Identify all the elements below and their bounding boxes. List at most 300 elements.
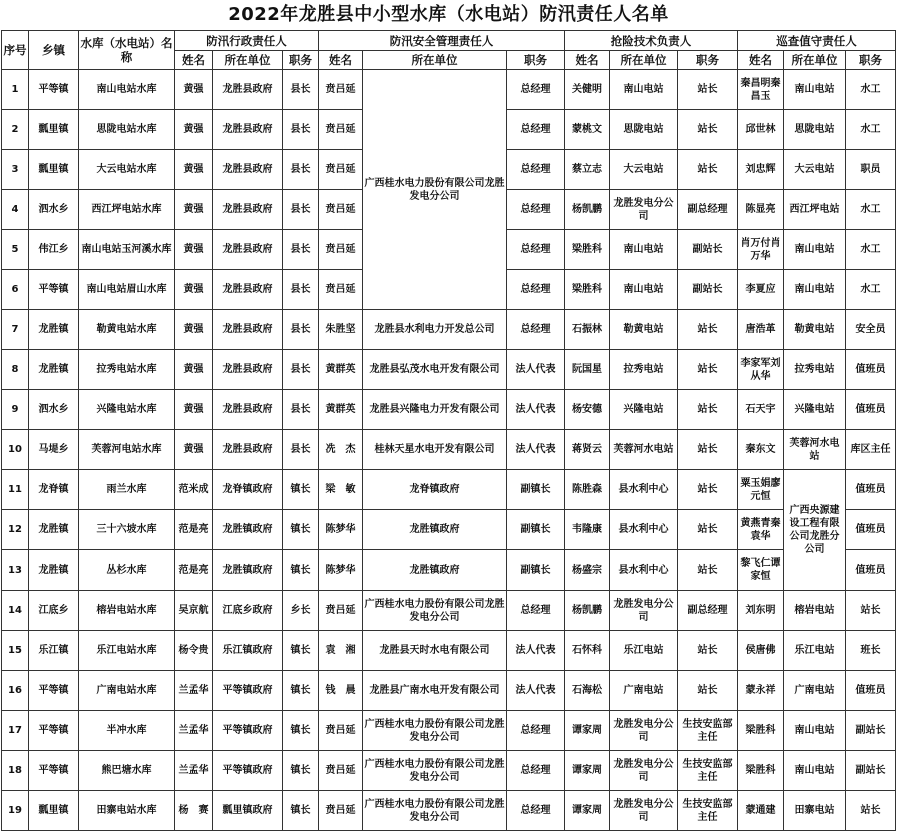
patrol-duty: 值班员 bbox=[846, 470, 896, 510]
tech-unit: 南山电站 bbox=[610, 70, 678, 110]
patrol-unit: 榕岩电站 bbox=[784, 591, 846, 631]
tech-name: 杨安德 bbox=[565, 390, 610, 430]
header-tech-group: 抢险技术负责人 bbox=[565, 31, 738, 51]
tech-duty: 副总经理 bbox=[678, 190, 738, 230]
table-row bbox=[2, 791, 896, 831]
header-safety-group: 防汛安全管理责任人 bbox=[319, 31, 565, 51]
tech-unit: 南山电站 bbox=[610, 270, 678, 310]
tech-name: 蒙桃文 bbox=[565, 110, 610, 150]
admin-unit: 龙胜县政府 bbox=[213, 350, 283, 390]
row-town: 平等镇 bbox=[29, 711, 79, 751]
tech-unit: 县水利中心 bbox=[610, 550, 678, 591]
admin-duty: 县长 bbox=[283, 190, 319, 230]
table-row bbox=[2, 631, 896, 671]
admin-duty: 乡长 bbox=[283, 591, 319, 631]
admin-duty: 镇长 bbox=[283, 671, 319, 711]
safety-unit: 广西桂水电力股份有限公司龙胜发电分公司 bbox=[363, 591, 507, 631]
row-town: 泗水乡 bbox=[29, 390, 79, 430]
patrol-unit: 南山电站 bbox=[784, 711, 846, 751]
safety-duty: 总经理 bbox=[507, 190, 565, 230]
row-number: 6 bbox=[2, 270, 29, 310]
row-town: 瓢里镇 bbox=[29, 110, 79, 150]
safety-unit: 广西桂水电力股份有限公司龙胜发电分公司 bbox=[363, 711, 507, 751]
header-patrol-unit: 所在单位 bbox=[784, 51, 846, 70]
row-reservoir: 三十六坡水库 bbox=[79, 510, 175, 550]
tech-duty: 站长 bbox=[678, 631, 738, 671]
admin-unit: 平等镇政府 bbox=[213, 671, 283, 711]
tech-unit: 大云电站 bbox=[610, 150, 678, 190]
admin-name: 兰孟华 bbox=[175, 671, 213, 711]
tech-name: 谭家周 bbox=[565, 751, 610, 791]
admin-unit: 龙胜镇政府 bbox=[213, 510, 283, 550]
safety-name: 贲吕延 bbox=[319, 711, 363, 751]
safety-duty: 总经理 bbox=[507, 310, 565, 350]
tech-duty: 站长 bbox=[678, 510, 738, 550]
row-reservoir: 广南电站水库 bbox=[79, 671, 175, 711]
table-row bbox=[2, 470, 896, 510]
header-tech-duty: 职务 bbox=[678, 51, 738, 70]
tech-duty: 站长 bbox=[678, 671, 738, 711]
tech-unit: 龙胜发电分公司 bbox=[610, 591, 678, 631]
safety-name: 贲吕延 bbox=[319, 791, 363, 831]
header-safety-unit: 所在单位 bbox=[363, 51, 507, 70]
row-number: 15 bbox=[2, 631, 29, 671]
admin-duty: 县长 bbox=[283, 110, 319, 150]
tech-unit: 思陇电站 bbox=[610, 110, 678, 150]
patrol-name: 唐浩革 bbox=[738, 310, 784, 350]
admin-unit: 龙胜县政府 bbox=[213, 430, 283, 470]
safety-unit: 龙胜镇政府 bbox=[363, 510, 507, 550]
header-tech-unit: 所在单位 bbox=[610, 51, 678, 70]
row-town: 平等镇 bbox=[29, 671, 79, 711]
patrol-unit: 乐江电站 bbox=[784, 631, 846, 671]
header-admin-duty: 职务 bbox=[283, 51, 319, 70]
tech-name: 阮国星 bbox=[565, 350, 610, 390]
row-number: 17 bbox=[2, 711, 29, 751]
row-town: 龙胜镇 bbox=[29, 550, 79, 591]
safety-name: 贲吕延 bbox=[319, 110, 363, 150]
row-town: 龙胜镇 bbox=[29, 310, 79, 350]
tech-unit: 南山电站 bbox=[610, 230, 678, 270]
patrol-duty: 水工 bbox=[846, 110, 896, 150]
safety-duty: 副镇长 bbox=[507, 550, 565, 591]
row-town: 龙脊镇 bbox=[29, 470, 79, 510]
tech-unit: 芙蓉河水电站 bbox=[610, 430, 678, 470]
row-reservoir: 大云电站水库 bbox=[79, 150, 175, 190]
admin-name: 兰孟华 bbox=[175, 711, 213, 751]
row-number: 18 bbox=[2, 751, 29, 791]
patrol-unit: 大云电站 bbox=[784, 150, 846, 190]
table-row bbox=[2, 310, 896, 350]
patrol-duty: 库区主任 bbox=[846, 430, 896, 470]
table-header bbox=[2, 31, 896, 70]
admin-name: 黄强 bbox=[175, 150, 213, 190]
header-admin-group: 防汛行政责任人 bbox=[175, 31, 319, 51]
admin-name: 黄强 bbox=[175, 70, 213, 110]
tech-duty: 站长 bbox=[678, 110, 738, 150]
tech-unit: 龙胜发电分公司 bbox=[610, 711, 678, 751]
row-reservoir: 思陇电站水库 bbox=[79, 110, 175, 150]
patrol-duty: 值班员 bbox=[846, 390, 896, 430]
admin-name: 杨 赛 bbox=[175, 791, 213, 831]
tech-name: 石怀科 bbox=[565, 631, 610, 671]
tech-name: 石振林 bbox=[565, 310, 610, 350]
tech-duty: 站长 bbox=[678, 550, 738, 591]
tech-name: 谭家周 bbox=[565, 711, 610, 751]
row-reservoir: 熊巴塘水库 bbox=[79, 751, 175, 791]
header-patrol-name: 姓名 bbox=[738, 51, 784, 70]
row-reservoir: 半冲水库 bbox=[79, 711, 175, 751]
header-safety-duty: 职务 bbox=[507, 51, 565, 70]
safety-duty: 总经理 bbox=[507, 70, 565, 110]
admin-unit: 龙胜县政府 bbox=[213, 150, 283, 190]
safety-duty: 总经理 bbox=[507, 270, 565, 310]
tech-duty: 站长 bbox=[678, 430, 738, 470]
safety-unit: 广西桂水电力股份有限公司龙胜发电分公司 bbox=[363, 751, 507, 791]
row-town: 龙胜镇 bbox=[29, 350, 79, 390]
safety-name: 贲吕延 bbox=[319, 270, 363, 310]
safety-name: 陈梦华 bbox=[319, 510, 363, 550]
admin-unit: 龙胜县政府 bbox=[213, 270, 283, 310]
row-reservoir: 雨兰水库 bbox=[79, 470, 175, 510]
admin-name: 黄强 bbox=[175, 310, 213, 350]
patrol-name: 蒙永祥 bbox=[738, 671, 784, 711]
patrol-unit: 兴隆电站 bbox=[784, 390, 846, 430]
admin-unit: 龙胜县政府 bbox=[213, 110, 283, 150]
admin-duty: 县长 bbox=[283, 150, 319, 190]
row-town: 瓢里镇 bbox=[29, 150, 79, 190]
table-row bbox=[2, 430, 896, 470]
admin-duty: 县长 bbox=[283, 430, 319, 470]
safety-name: 黄群英 bbox=[319, 350, 363, 390]
row-reservoir: 榕岩电站水库 bbox=[79, 591, 175, 631]
admin-duty: 镇长 bbox=[283, 791, 319, 831]
tech-unit: 乐江电站 bbox=[610, 631, 678, 671]
tech-duty: 副站长 bbox=[678, 230, 738, 270]
patrol-unit: 西江坪电站 bbox=[784, 190, 846, 230]
table-row bbox=[2, 510, 896, 550]
table-body bbox=[2, 70, 896, 831]
patrol-duty: 站长 bbox=[846, 791, 896, 831]
tech-unit: 龙胜发电分公司 bbox=[610, 190, 678, 230]
safety-duty: 法人代表 bbox=[507, 350, 565, 390]
admin-name: 范是亮 bbox=[175, 550, 213, 591]
row-reservoir: 田寨电站水库 bbox=[79, 791, 175, 831]
patrol-unit: 思陇电站 bbox=[784, 110, 846, 150]
patrol-name: 刘忠辉 bbox=[738, 150, 784, 190]
row-number: 9 bbox=[2, 390, 29, 430]
tech-unit: 龙胜发电分公司 bbox=[610, 751, 678, 791]
header-safety-name: 姓名 bbox=[319, 51, 363, 70]
admin-name: 范米成 bbox=[175, 470, 213, 510]
admin-name: 黄强 bbox=[175, 110, 213, 150]
row-number: 13 bbox=[2, 550, 29, 591]
admin-duty: 县长 bbox=[283, 270, 319, 310]
row-reservoir: 乐江电站水库 bbox=[79, 631, 175, 671]
admin-unit: 龙胜县政府 bbox=[213, 230, 283, 270]
patrol-duty: 值班员 bbox=[846, 350, 896, 390]
patrol-name: 黄燕青秦袁华 bbox=[738, 510, 784, 550]
admin-name: 黄强 bbox=[175, 390, 213, 430]
tech-duty: 副站长 bbox=[678, 270, 738, 310]
admin-duty: 镇长 bbox=[283, 510, 319, 550]
tech-duty: 站长 bbox=[678, 310, 738, 350]
row-town: 平等镇 bbox=[29, 751, 79, 791]
admin-name: 杨令贵 bbox=[175, 631, 213, 671]
row-reservoir: 南山电站眉山水库 bbox=[79, 270, 175, 310]
patrol-unit: 拉秀电站 bbox=[784, 350, 846, 390]
safety-duty: 法人代表 bbox=[507, 671, 565, 711]
row-reservoir: 兴隆电站水库 bbox=[79, 390, 175, 430]
safety-name: 黄群英 bbox=[319, 390, 363, 430]
admin-unit: 龙胜镇政府 bbox=[213, 550, 283, 591]
admin-unit: 龙胜县政府 bbox=[213, 390, 283, 430]
admin-unit: 平等镇政府 bbox=[213, 711, 283, 751]
header-admin-name: 姓名 bbox=[175, 51, 213, 70]
row-reservoir: 南山电站水库 bbox=[79, 70, 175, 110]
row-town: 江底乡 bbox=[29, 591, 79, 631]
responsibility-table bbox=[1, 30, 896, 831]
patrol-duty: 职员 bbox=[846, 150, 896, 190]
row-town: 伟江乡 bbox=[29, 230, 79, 270]
patrol-unit: 南山电站 bbox=[784, 751, 846, 791]
safety-duty: 法人代表 bbox=[507, 430, 565, 470]
patrol-name: 蒙通建 bbox=[738, 791, 784, 831]
tech-duty: 站长 bbox=[678, 70, 738, 110]
table-row bbox=[2, 591, 896, 631]
patrol-unit: 南山电站 bbox=[784, 270, 846, 310]
tech-name: 蒋贤云 bbox=[565, 430, 610, 470]
header-tech-name: 姓名 bbox=[565, 51, 610, 70]
patrol-name: 黎飞仁谭家恒 bbox=[738, 550, 784, 591]
tech-unit: 龙胜发电分公司 bbox=[610, 791, 678, 831]
patrol-duty: 班长 bbox=[846, 631, 896, 671]
admin-duty: 镇长 bbox=[283, 711, 319, 751]
row-number: 16 bbox=[2, 671, 29, 711]
tech-unit: 广南电站 bbox=[610, 671, 678, 711]
row-reservoir: 芙蓉河电站水库 bbox=[79, 430, 175, 470]
safety-unit: 龙脊镇政府 bbox=[363, 470, 507, 510]
patrol-name: 刘东明 bbox=[738, 591, 784, 631]
safety-name: 袁 湘 bbox=[319, 631, 363, 671]
admin-unit: 龙胜县政府 bbox=[213, 310, 283, 350]
admin-unit: 江底乡政府 bbox=[213, 591, 283, 631]
safety-name: 贲吕延 bbox=[319, 591, 363, 631]
patrol-duty: 站长 bbox=[846, 591, 896, 631]
safety-unit: 龙胜县弘茂水电开发有限公司 bbox=[363, 350, 507, 390]
patrol-name: 李家军刘从华 bbox=[738, 350, 784, 390]
tech-name: 梁胜科 bbox=[565, 270, 610, 310]
patrol-unit: 广南电站 bbox=[784, 671, 846, 711]
tech-duty: 站长 bbox=[678, 350, 738, 390]
row-number: 4 bbox=[2, 190, 29, 230]
admin-name: 黄强 bbox=[175, 270, 213, 310]
safety-unit: 广西桂水电力股份有限公司龙胜发电分公司 bbox=[363, 791, 507, 831]
tech-duty: 生技安监部主任 bbox=[678, 791, 738, 831]
patrol-unit: 芙蓉河水电站 bbox=[784, 430, 846, 470]
safety-unit: 桂林天星水电开发有限公司 bbox=[363, 430, 507, 470]
admin-unit: 乐江镇政府 bbox=[213, 631, 283, 671]
patrol-name: 秦昌明秦昌玉 bbox=[738, 70, 784, 110]
row-reservoir: 勒黄电站水库 bbox=[79, 310, 175, 350]
patrol-duty: 水工 bbox=[846, 190, 896, 230]
row-number: 1 bbox=[2, 70, 29, 110]
table-row bbox=[2, 350, 896, 390]
patrol-duty: 值班员 bbox=[846, 550, 896, 591]
table-row bbox=[2, 550, 896, 591]
patrol-name: 秦东文 bbox=[738, 430, 784, 470]
row-number: 12 bbox=[2, 510, 29, 550]
patrol-name: 陈显亮 bbox=[738, 190, 784, 230]
safety-duty: 总经理 bbox=[507, 591, 565, 631]
safety-name: 贲吕延 bbox=[319, 751, 363, 791]
row-town: 马堤乡 bbox=[29, 430, 79, 470]
tech-name: 韦隆康 bbox=[565, 510, 610, 550]
admin-duty: 县长 bbox=[283, 390, 319, 430]
tech-name: 杨凯鹏 bbox=[565, 190, 610, 230]
safety-name: 钱 晨 bbox=[319, 671, 363, 711]
safety-name: 贲吕延 bbox=[319, 150, 363, 190]
patrol-duty: 水工 bbox=[846, 70, 896, 110]
row-number: 2 bbox=[2, 110, 29, 150]
header-seq: 序号 bbox=[2, 31, 29, 70]
safety-name: 冼 杰 bbox=[319, 430, 363, 470]
table-row bbox=[2, 70, 896, 110]
safety-unit: 龙胜县兴隆电力开发有限公司 bbox=[363, 390, 507, 430]
row-number: 8 bbox=[2, 350, 29, 390]
patrol-unit: 勒黄电站 bbox=[784, 310, 846, 350]
patrol-name: 邱世林 bbox=[738, 110, 784, 150]
admin-name: 兰孟华 bbox=[175, 751, 213, 791]
patrol-name: 粟玉娟廖元恒 bbox=[738, 470, 784, 510]
row-number: 11 bbox=[2, 470, 29, 510]
tech-name: 杨盛宗 bbox=[565, 550, 610, 591]
row-number: 5 bbox=[2, 230, 29, 270]
row-town: 平等镇 bbox=[29, 270, 79, 310]
patrol-duty: 水工 bbox=[846, 230, 896, 270]
admin-unit: 龙脊镇政府 bbox=[213, 470, 283, 510]
row-reservoir: 拉秀电站水库 bbox=[79, 350, 175, 390]
safety-duty: 总经理 bbox=[507, 150, 565, 190]
safety-duty: 总经理 bbox=[507, 791, 565, 831]
tech-duty: 生技安监部主任 bbox=[678, 711, 738, 751]
admin-unit: 龙胜县政府 bbox=[213, 190, 283, 230]
patrol-duty: 副站长 bbox=[846, 711, 896, 751]
patrol-name: 肖万付肖万华 bbox=[738, 230, 784, 270]
safety-unit: 龙胜县水利电力开发总公司 bbox=[363, 310, 507, 350]
safety-unit-merged: 广西桂水电力股份有限公司龙胜发电分公司 bbox=[363, 70, 507, 310]
admin-duty: 镇长 bbox=[283, 550, 319, 591]
safety-name: 贲吕延 bbox=[319, 70, 363, 110]
tech-name: 石海松 bbox=[565, 671, 610, 711]
patrol-unit: 田寨电站 bbox=[784, 791, 846, 831]
row-reservoir: 南山电站玉河溪水库 bbox=[79, 230, 175, 270]
tech-name: 蔡立志 bbox=[565, 150, 610, 190]
row-town: 平等镇 bbox=[29, 70, 79, 110]
tech-name: 关健明 bbox=[565, 70, 610, 110]
tech-unit: 拉秀电站 bbox=[610, 350, 678, 390]
table-row bbox=[2, 671, 896, 711]
admin-duty: 镇长 bbox=[283, 631, 319, 671]
safety-duty: 法人代表 bbox=[507, 390, 565, 430]
admin-duty: 镇长 bbox=[283, 470, 319, 510]
row-town: 乐江镇 bbox=[29, 631, 79, 671]
admin-name: 黄强 bbox=[175, 190, 213, 230]
patrol-name: 梁胜科 bbox=[738, 751, 784, 791]
admin-name: 黄强 bbox=[175, 230, 213, 270]
admin-duty: 镇长 bbox=[283, 751, 319, 791]
header-patrol-group: 巡查值守责任人 bbox=[738, 31, 896, 51]
header-reservoir: 水库（水电站）名称 bbox=[79, 31, 175, 70]
tech-duty: 副总经理 bbox=[678, 591, 738, 631]
tech-name: 谭家周 bbox=[565, 791, 610, 831]
tech-name: 梁胜科 bbox=[565, 230, 610, 270]
table-row bbox=[2, 751, 896, 791]
tech-duty: 站长 bbox=[678, 470, 738, 510]
row-town: 泗水乡 bbox=[29, 190, 79, 230]
safety-unit: 龙胜县广南水电开发有限公司 bbox=[363, 671, 507, 711]
patrol-name: 侯唐佛 bbox=[738, 631, 784, 671]
admin-duty: 县长 bbox=[283, 350, 319, 390]
patrol-duty: 值班员 bbox=[846, 671, 896, 711]
row-town: 瓢里镇 bbox=[29, 791, 79, 831]
page-title: 2022年龙胜县中小型水库（水电站）防汛责任人名单 bbox=[228, 4, 669, 25]
admin-duty: 县长 bbox=[283, 310, 319, 350]
safety-name: 贲吕延 bbox=[319, 190, 363, 230]
safety-name: 陈梦华 bbox=[319, 550, 363, 591]
patrol-name: 梁胜科 bbox=[738, 711, 784, 751]
tech-unit: 勒黄电站 bbox=[610, 310, 678, 350]
tech-unit: 兴隆电站 bbox=[610, 390, 678, 430]
safety-duty: 总经理 bbox=[507, 230, 565, 270]
safety-duty: 法人代表 bbox=[507, 631, 565, 671]
row-reservoir: 丛杉水库 bbox=[79, 550, 175, 591]
admin-duty: 县长 bbox=[283, 70, 319, 110]
header-admin-unit: 所在单位 bbox=[213, 51, 283, 70]
tech-unit: 县水利中心 bbox=[610, 510, 678, 550]
patrol-unit-merged: 广西央源建设工程有限公司龙胜分公司 bbox=[784, 470, 846, 591]
safety-duty: 总经理 bbox=[507, 110, 565, 150]
patrol-duty: 副站长 bbox=[846, 751, 896, 791]
admin-name: 吴京航 bbox=[175, 591, 213, 631]
admin-name: 黄强 bbox=[175, 350, 213, 390]
safety-name: 朱胜坚 bbox=[319, 310, 363, 350]
header-patrol-duty: 职务 bbox=[846, 51, 896, 70]
tech-name: 陈胜森 bbox=[565, 470, 610, 510]
header-town: 乡镇 bbox=[29, 31, 79, 70]
admin-unit: 瓢里镇政府 bbox=[213, 791, 283, 831]
admin-name: 范是亮 bbox=[175, 510, 213, 550]
patrol-duty: 值班员 bbox=[846, 510, 896, 550]
patrol-duty: 安全员 bbox=[846, 310, 896, 350]
row-town: 龙胜镇 bbox=[29, 510, 79, 550]
admin-unit: 平等镇政府 bbox=[213, 751, 283, 791]
safety-unit: 龙胜镇政府 bbox=[363, 550, 507, 591]
patrol-unit: 南山电站 bbox=[784, 230, 846, 270]
row-number: 14 bbox=[2, 591, 29, 631]
row-number: 3 bbox=[2, 150, 29, 190]
safety-unit: 龙胜县天时水电有限公司 bbox=[363, 631, 507, 671]
row-reservoir: 西江坪电站水库 bbox=[79, 190, 175, 230]
admin-name: 黄强 bbox=[175, 430, 213, 470]
safety-name: 梁 敏 bbox=[319, 470, 363, 510]
safety-duty: 总经理 bbox=[507, 711, 565, 751]
admin-unit: 龙胜县政府 bbox=[213, 70, 283, 110]
tech-duty: 站长 bbox=[678, 150, 738, 190]
table-row bbox=[2, 390, 896, 430]
safety-duty: 副镇长 bbox=[507, 510, 565, 550]
patrol-name: 李夏应 bbox=[738, 270, 784, 310]
